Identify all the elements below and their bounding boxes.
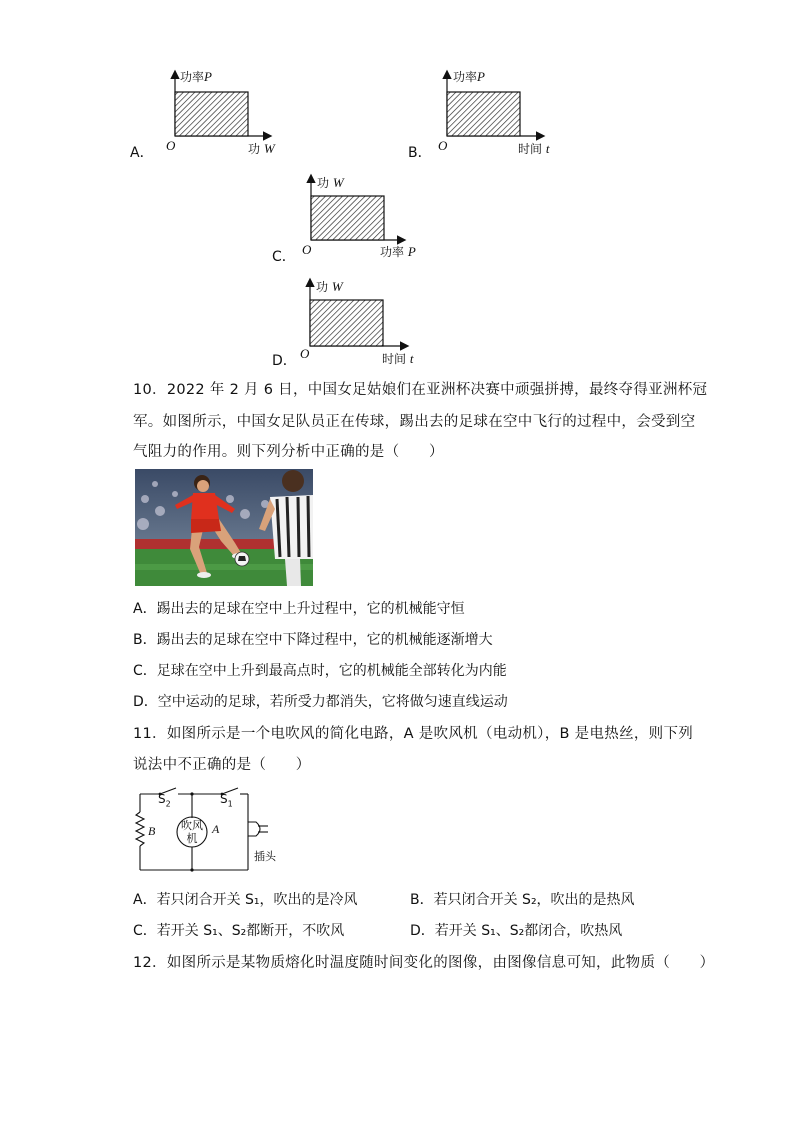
q12-line-1: 12．如图所示是某物质熔化时温度随时间变化的图像，由图像信息可知，此物质（ ） [133,955,715,971]
option-b-x-label: 时间 t [518,141,550,156]
switch-s1-label: $S_1$ [220,792,233,809]
option-c-y-label: 功 W [317,175,344,190]
q11-option-b[interactable]: B．若只闭合开关 S₂，吹出的是热风 [410,892,635,908]
option-a-letter: A． [130,145,154,161]
option-a-origin: O [166,138,176,153]
option-b-y-label: 功率P [453,69,485,84]
hair-dryer-circuit [130,784,280,876]
q11-line-1: 11．如图所示是一个电吹风的简化电路，A 是吹风机（电动机），B 是电热丝，则下列 [133,726,694,742]
option-d-area [310,300,383,346]
q10-option-c[interactable]: C．足球在空中上升到最高点时，它的机械能全部转化为内能 [133,663,507,679]
q11-option-a[interactable]: A．若只闭合开关 S₁，吹出的是冷风 [133,892,358,908]
q10-option-d[interactable]: D．空中运动的足球，若所受力都消失，它将做匀速直线运动 [133,694,508,710]
option-b-letter: B． [408,145,432,161]
option-d-graph [272,274,432,370]
option-b-area [447,92,520,136]
option-d-letter: D． [272,353,297,369]
q11-line-2: 说法中不正确的是（ ） [133,757,311,773]
option-a-area [175,92,248,136]
q11-option-d[interactable]: D．若开关 S₁、S₂都闭合，吹热风 [410,923,623,939]
option-a-x-label: 功 W [248,141,275,156]
option-c-graph [272,170,432,266]
option-a-y-label: 功率P [180,69,212,84]
option-b-origin: O [438,138,448,153]
option-b-graph [408,66,568,162]
option-d-origin: O [300,346,310,361]
option-c-x-label: 功率 P [380,244,416,259]
switch-s2-label: $S_2$ [158,792,171,809]
option-d-y-label: 功 W [316,279,343,294]
motor-a-label: A [212,822,220,836]
q10-option-b[interactable]: B．踢出去的足球在空中下降过程中，它的机械能逐渐增大 [133,632,493,648]
option-c-area [311,196,384,240]
option-a-graph [130,66,290,162]
q10-option-a[interactable]: A．踢出去的足球在空中上升过程中，它的机械能守恒 [133,601,465,617]
option-c-origin: O [302,242,312,257]
plug-label: 插头 [254,850,276,863]
motor-label: 吹风 机 [181,819,203,845]
option-d-x-label: 时间 t [382,351,414,366]
soccer-photo [135,469,313,586]
q10-line-1: 10．2022 年 2 月 6 日，中国女足姑娘们在亚洲杯决赛中顽强拼搏，最终夺得亚洲杯冠 [133,382,708,398]
soccer-photo-illustration [135,469,313,586]
q10-line-3: 气阻力的作用。则下列分析中正确的是（ ） [133,444,444,460]
resistor-b-label: B [148,824,156,838]
q10-line-2: 军。如图所示，中国女足队员正在传球，踢出去的足球在空中飞行的过程中，会受到空 [133,414,696,430]
option-c-letter: C． [272,249,296,265]
q11-option-c[interactable]: C．若开关 S₁、S₂都断开，不吹风 [133,923,345,939]
